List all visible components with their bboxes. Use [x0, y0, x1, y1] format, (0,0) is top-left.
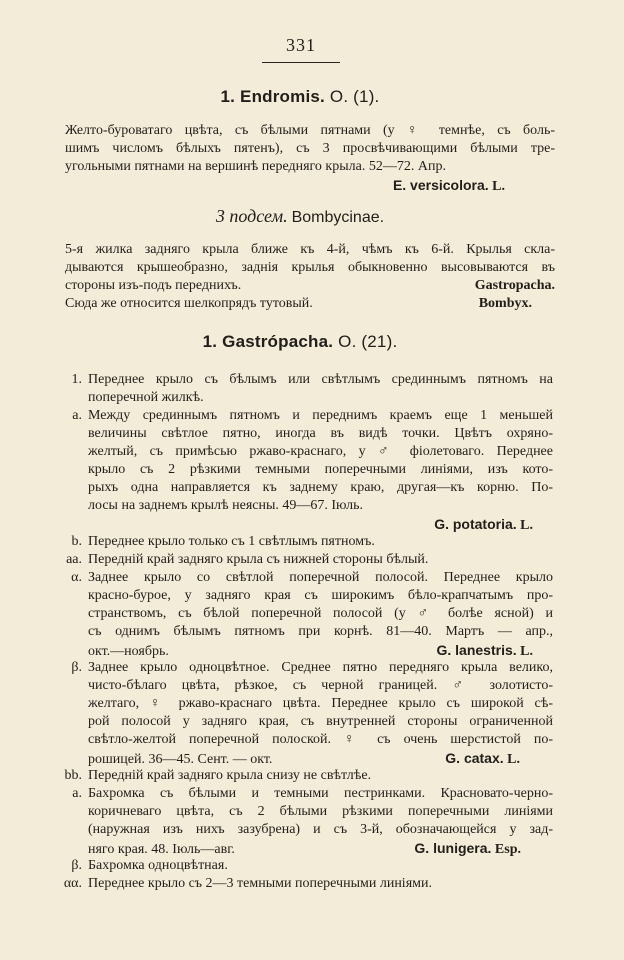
key-text [88, 767, 553, 785]
key-line: рой полосой у задняго края, съ внутренней стороны ограниченной [88, 714, 553, 729]
species-author: L. [492, 179, 505, 194]
key-entry [62, 659, 553, 767]
key-line: Переднее крыло съ 2—3 темными поперечными линіями. [88, 876, 432, 891]
description-line-with-genus [65, 277, 555, 295]
key-label: a. [72, 786, 82, 801]
key-line: Бахромка одноцвѣтная. [88, 858, 228, 873]
key-line: съ однимъ бѣлымъ пятномъ при корнѣ. 81—40. Мартъ — апр., [88, 624, 553, 639]
key-line: странствомъ, съ бѣлой поперечной полосой (у ♂ болѣе ясной) и [88, 606, 553, 621]
page-number-rule [262, 62, 340, 63]
key-line: крыло съ 2 рѣзкими темными поперечными линіями, изъ кото- [88, 462, 553, 477]
species-author: L. [507, 752, 520, 767]
key-line: рыхъ одна направляется къ заднему краю, другая—къ корню. По- [88, 480, 553, 495]
key-entry [62, 551, 553, 569]
key-label: α. [71, 570, 82, 585]
key-text [88, 371, 553, 407]
key-text [88, 659, 553, 767]
key-label: β. [71, 858, 82, 873]
description-line: угольными пятнами на вершинѣ передняго крыла. 52—72. Апр. [65, 159, 446, 174]
bombycinae-description [65, 241, 555, 313]
species-author: L. [520, 518, 533, 533]
key-text [88, 407, 553, 533]
description-line: 5-я жилка задняго крыла ближе къ 4-й, чѣмъ къ 6-й. Крылья скла- [65, 242, 555, 257]
key-entry [62, 371, 553, 407]
description-line: дываются крышеобразно, заднія крылья обыкновенно высовываются въ [65, 260, 555, 275]
description-line: шимъ числомъ бѣлыхъ пятенъ), съ 3 просвѣчивающими бѣлыми тре- [65, 141, 555, 156]
subfamily-label: 3 подсем. [215, 206, 288, 226]
key-line-with-species [88, 749, 553, 767]
key-line-with-species [88, 839, 553, 857]
genus-heading-gastropacha [60, 332, 540, 352]
species-epithet: G. potatoria. [434, 516, 517, 532]
identification-key [62, 371, 553, 893]
species-author: L. [520, 644, 533, 659]
key-line-with-species [88, 641, 553, 659]
genus-number: 1. [202, 332, 218, 351]
description-line: стороны изъ-подъ переднихъ. [65, 278, 242, 293]
key-line: (наружная изъ нихъ зазубрена) и съ 3-й, обозначающейся у зад- [88, 822, 553, 837]
genus-reference [475, 277, 555, 295]
key-line: Заднее крыло одноцвѣтное. Среднее пятно передняго крыла велико, [88, 660, 553, 675]
genus-author: O. (21). [338, 332, 398, 351]
key-entry [62, 407, 553, 533]
key-line: желтый, съ примѣсью ржаво-краснаго, у ♂ фіолетоваго. Переднее [88, 444, 553, 459]
key-line: Между срединнымъ пятномъ и переднимъ краемъ еще 1 меньшей [88, 408, 553, 423]
species-name [414, 839, 553, 857]
key-text [88, 551, 553, 569]
genus-number: 1. [220, 87, 236, 106]
key-entry [62, 785, 553, 857]
key-line: свѣтло-желтой поперечной полоской. ♀ съ очень шерстистой по- [88, 732, 553, 747]
key-text [88, 875, 553, 893]
species-epithet: G. lunigera. [414, 840, 492, 856]
key-label: b. [71, 534, 82, 549]
key-line: коричневаго цвѣта, съ 2 бѣлыми рѣзкими поперечными линіями [88, 804, 553, 819]
genus-reference-name: Bombyx. [478, 296, 532, 311]
key-label: aa. [66, 552, 82, 567]
species-name [437, 641, 554, 659]
key-line: Передній край задняго крыла съ нижней стороны бѣлый. [88, 552, 429, 567]
subfamily-heading [60, 206, 540, 226]
key-entry [62, 569, 553, 659]
key-label: a. [72, 408, 82, 423]
key-entry [62, 767, 553, 785]
key-line: окт.—ноябрь. [88, 644, 169, 659]
key-line: красно-бурое, у задняго края съ широкимъ бѣло-крапчатымъ про- [88, 588, 553, 603]
genus-heading-endromis [60, 87, 540, 107]
subfamily-name: Bombycinae. [291, 209, 385, 226]
key-line: Заднее крыло со свѣтлой поперечной полосой. Переднее крыло [88, 570, 553, 585]
key-text [88, 533, 553, 551]
key-entry [62, 875, 553, 893]
key-text [88, 569, 553, 659]
note-line-with-genus [65, 295, 555, 313]
description-line: Желто-буроватаго цвѣта, съ бѣлыми пятнами (у ♀ темнѣе, съ боль- [65, 123, 555, 138]
page-number: 331 [286, 35, 316, 55]
note-line: Сюда же относится шелкопрядъ тутовый. [65, 296, 313, 311]
key-line: лосы на заднемъ крылѣ неясны. 49—67. Іюль. [88, 498, 364, 513]
genus-author: O. (1). [329, 87, 380, 106]
genus-reference [479, 295, 555, 313]
key-line: поперечной жилкѣ. [88, 390, 204, 405]
key-text [88, 857, 553, 875]
key-text [88, 785, 553, 857]
genus-name: Endromis. [240, 87, 325, 106]
key-line: величины свѣтлое пятно, иногда въ видѣ точки. Цвѣтъ охряно- [88, 426, 553, 441]
key-line: Передній край задняго крыла снизу не свѣтлѣе. [88, 768, 372, 783]
species-name [445, 749, 553, 767]
key-line: рошицей. 36—45. Сент. — окт. [88, 752, 273, 767]
species-epithet: G. catax. [445, 750, 504, 766]
key-entry [62, 533, 553, 551]
species-row [88, 515, 553, 533]
key-entry [62, 857, 553, 875]
key-line: желтаго, ♀ ржаво-краснаго цвѣта. Переднее крыло съ широкой сѣ- [88, 696, 553, 711]
genus-reference-name: Gastropacha. [474, 278, 555, 293]
species-author: Esp. [494, 842, 521, 857]
key-line: няго края. 48. Іюль—авг. [88, 842, 235, 857]
genus-name: Gastrópacha. [222, 332, 334, 351]
key-label: 1. [71, 372, 82, 387]
key-line: Бахромка съ бѣлыми и темными пестринками. Красновато-черно- [88, 786, 553, 801]
species-epithet: E. versicolora. [392, 177, 489, 193]
species-row [65, 176, 555, 194]
species-name [434, 518, 533, 533]
key-label: bb. [64, 768, 82, 783]
species-name [393, 179, 505, 194]
key-line: Переднее крыло съ бѣлымъ или свѣтлымъ срединнымъ пятномъ на [88, 372, 553, 387]
key-label: αα. [63, 876, 82, 891]
key-line: чисто-бѣлаго цвѣта, рѣзкое, съ черной границей. ♂ золотисто- [88, 678, 553, 693]
key-label: β. [71, 660, 82, 675]
species-epithet: G. lanestris. [436, 642, 517, 658]
key-line: Переднее крыло только съ 1 свѣтлымъ пятномъ. [88, 534, 375, 549]
endromis-description [65, 122, 555, 194]
